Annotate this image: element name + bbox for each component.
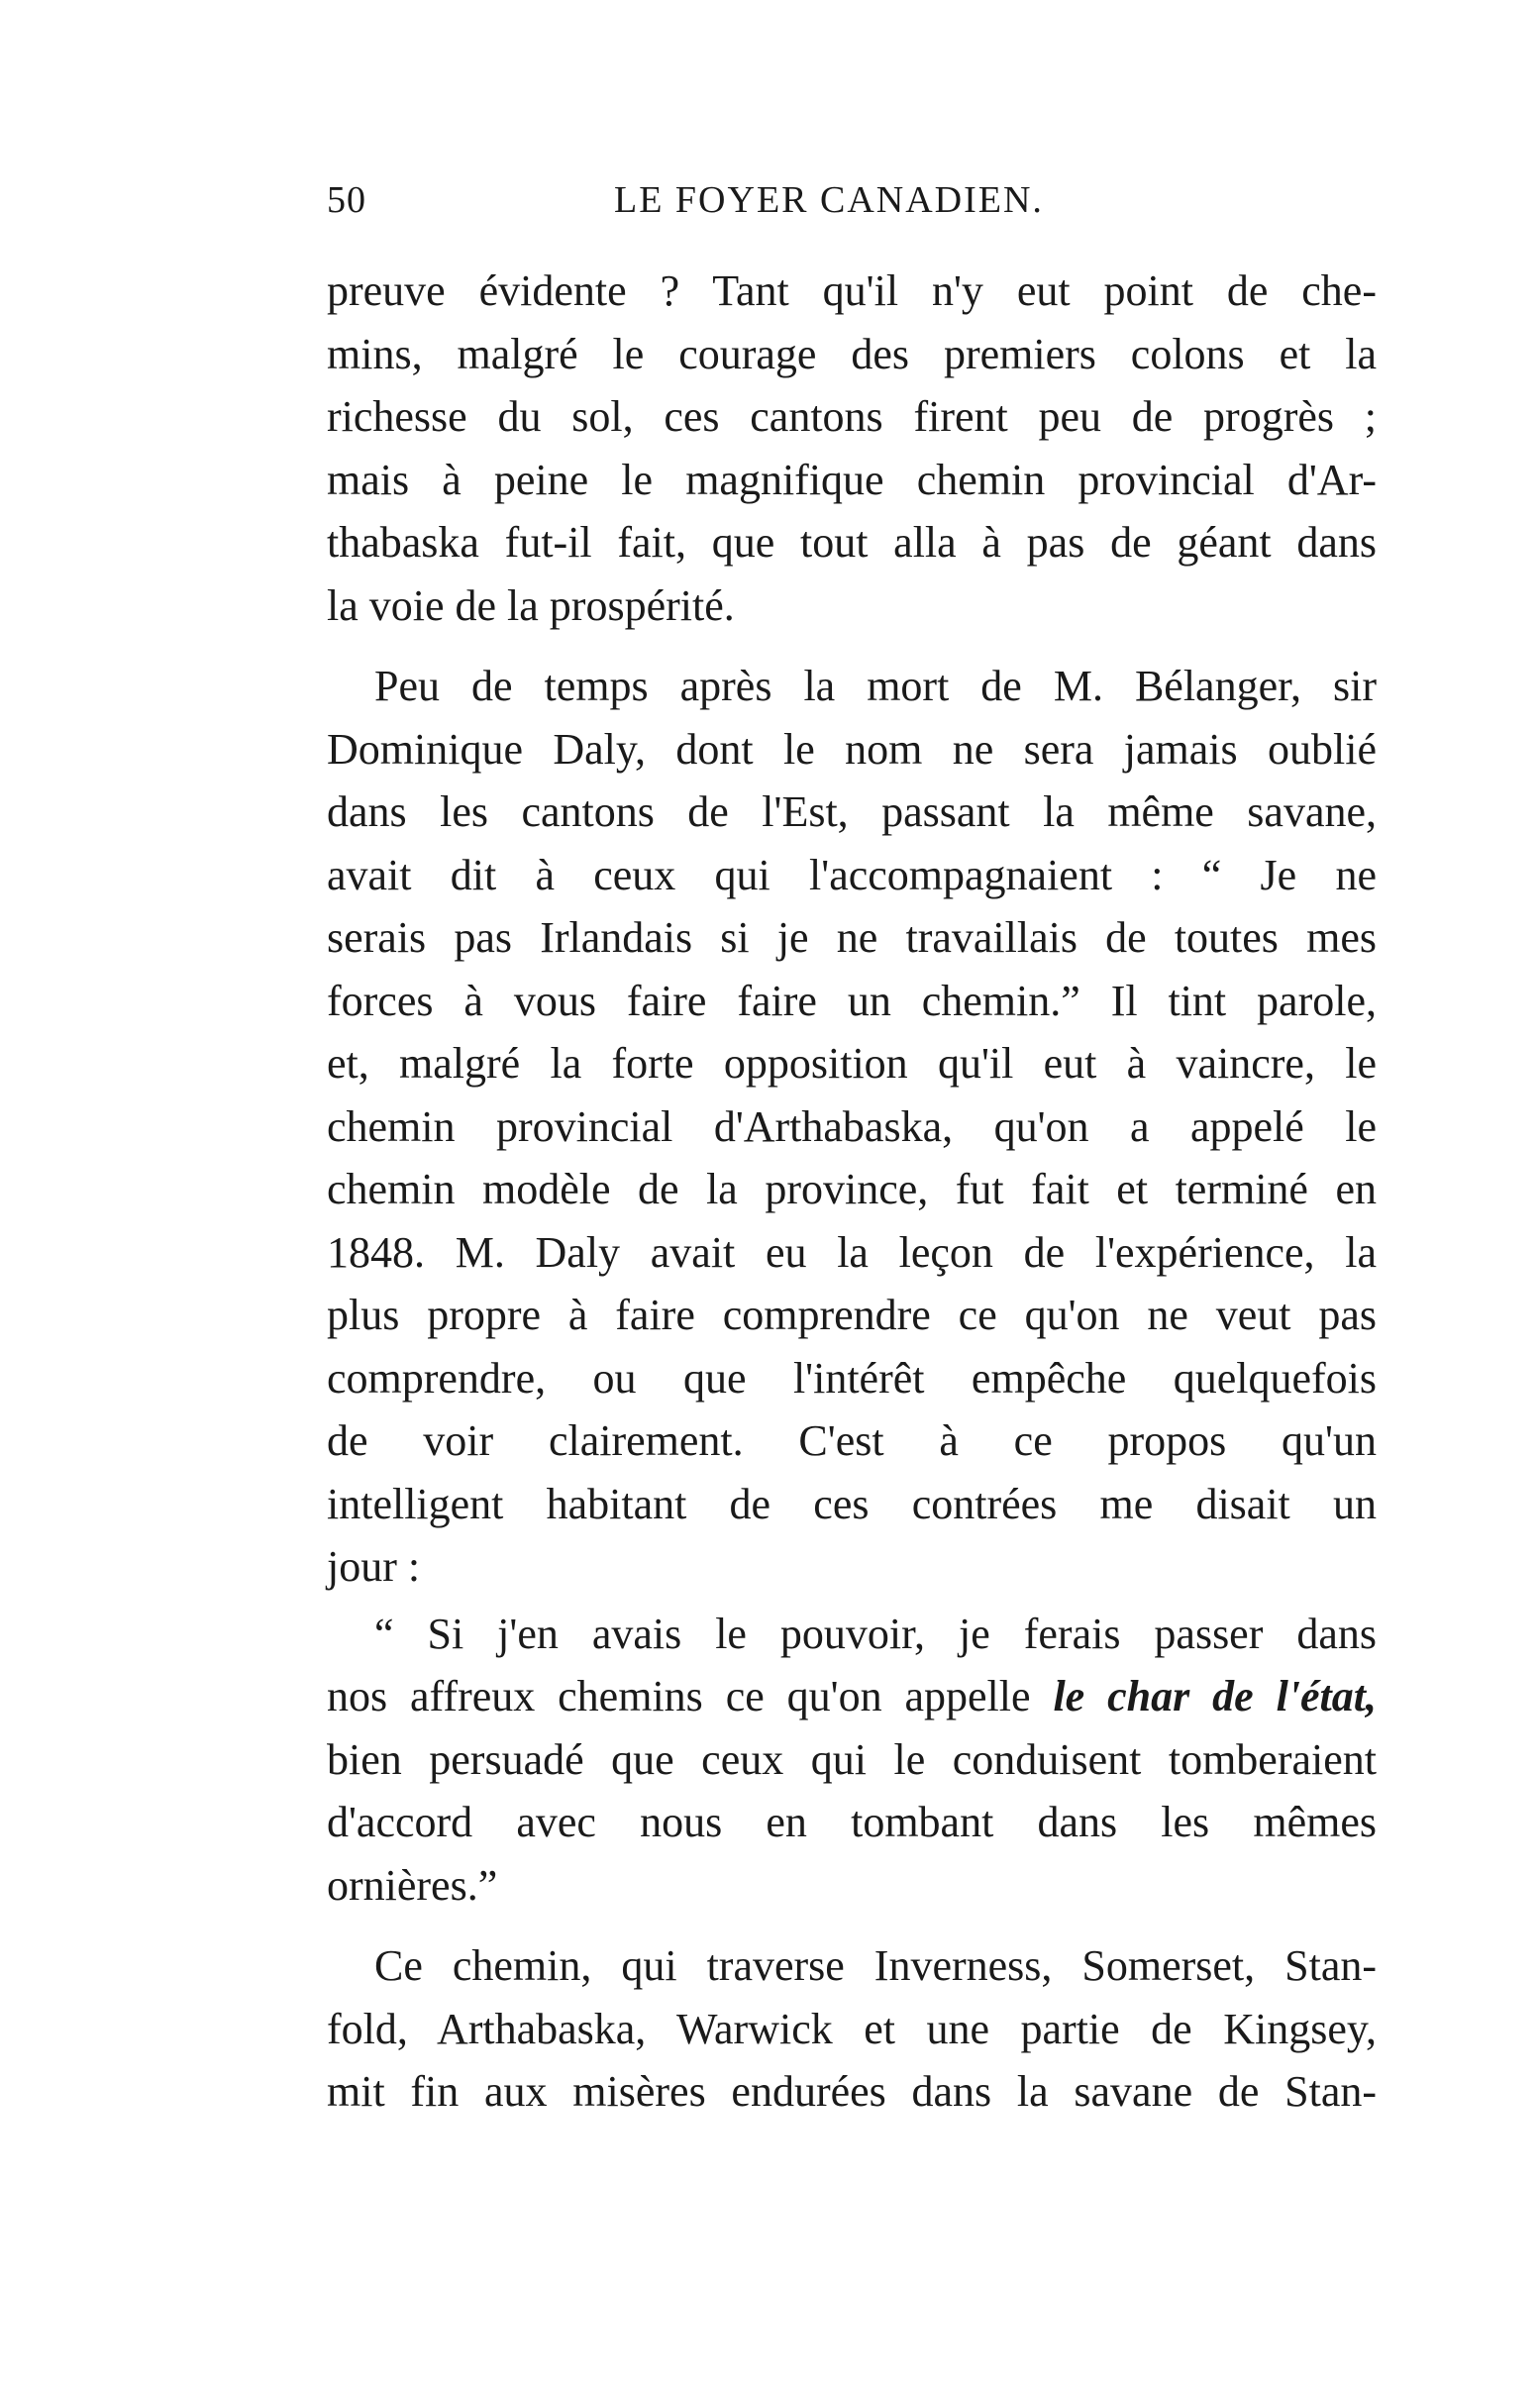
text-line: d'accord avec nous en tombant dans les mêmes xyxy=(327,1798,1377,1846)
text-line: Ce chemin, qui traverse Inverness, Somerset, Stan- xyxy=(374,1941,1377,1990)
text-line: Dominique Daly, dont le nom ne sera jamais oublié xyxy=(327,724,1377,774)
text-line: Peu de temps après la mort de M. Bélanger, sir xyxy=(374,662,1377,710)
text-line: jour : xyxy=(327,1542,421,1591)
running-title: LE FOYER CANADIEN. xyxy=(614,179,1044,221)
text-line: la voie de la prospérité. xyxy=(327,580,735,630)
text-line: “ Si j'en avais le pouvoir, je ferais passer dans xyxy=(374,1609,1377,1658)
text-line: forces à vous faire faire un chemin.” Il tint parole, xyxy=(327,976,1377,1025)
text-line: mais à peine le magnifique chemin provincial d'Ar- xyxy=(327,455,1377,504)
page-number: 50 xyxy=(327,179,366,221)
text-line: de voir clairement. C'est à ce propos qu'un xyxy=(327,1416,1377,1465)
paragraph-2 xyxy=(327,655,1377,1599)
text-line: comprendre, ou que l'intérêt empêche quelquefois xyxy=(327,1353,1377,1403)
text-line: intelligent habitant de ces contrées me disait un xyxy=(327,1479,1377,1528)
running-head xyxy=(327,178,1377,228)
text-line: thabaska fut-il fait, que tout alla à pas de géant dans xyxy=(327,518,1377,567)
text-line: dans les cantons de l'Est, passant la même savane, xyxy=(327,787,1377,836)
text-segment: nos affreux chemins ce qu'on appelle xyxy=(327,1672,1054,1720)
text-line: mins, malgré le courage des premiers colons et la xyxy=(327,329,1377,378)
paragraph-1 xyxy=(327,260,1377,637)
text-line: serais pas Irlandais si je ne travaillais de toutes mes xyxy=(327,913,1377,962)
text-line: chemin modèle de la province, fut fait et terminé en xyxy=(327,1165,1377,1213)
text-line: mit fin aux misères endurées dans la savane de Stan- xyxy=(327,2067,1377,2116)
body-text xyxy=(327,260,1377,2124)
text-line: richesse du sol, ces cantons firent peu de progrès ; xyxy=(327,392,1377,441)
text-line: fold, Arthabaska, Warwick et une partie de Kingsey, xyxy=(327,2004,1377,2053)
text-line: plus propre à faire comprendre ce qu'on ne veut pas xyxy=(327,1291,1377,1339)
text-line: avait dit à ceux qui l'accompagnaient : “ Je ne xyxy=(327,850,1377,899)
paragraph-4 xyxy=(327,1934,1377,2124)
italic-phrase: le char de l'état, xyxy=(1053,1672,1377,1720)
text-line: preuve évidente ? Tant qu'il n'y eut point de che- xyxy=(327,266,1377,315)
text-line: et, malgré la forte opposition qu'il eut à vaincre, le xyxy=(327,1039,1377,1088)
text-line: chemin provincial d'Arthabaska, qu'on a appelé le xyxy=(327,1101,1377,1151)
paragraph-3-quote xyxy=(327,1603,1377,1918)
text-line: bien persuadé que ceux qui le conduisent tomberaient xyxy=(327,1734,1377,1784)
text-line: 1848. M. Daly avait eu la leçon de l'expérience, la xyxy=(327,1227,1377,1277)
text-line xyxy=(327,1665,1377,1728)
text-line: ornières.” xyxy=(327,1860,498,1910)
